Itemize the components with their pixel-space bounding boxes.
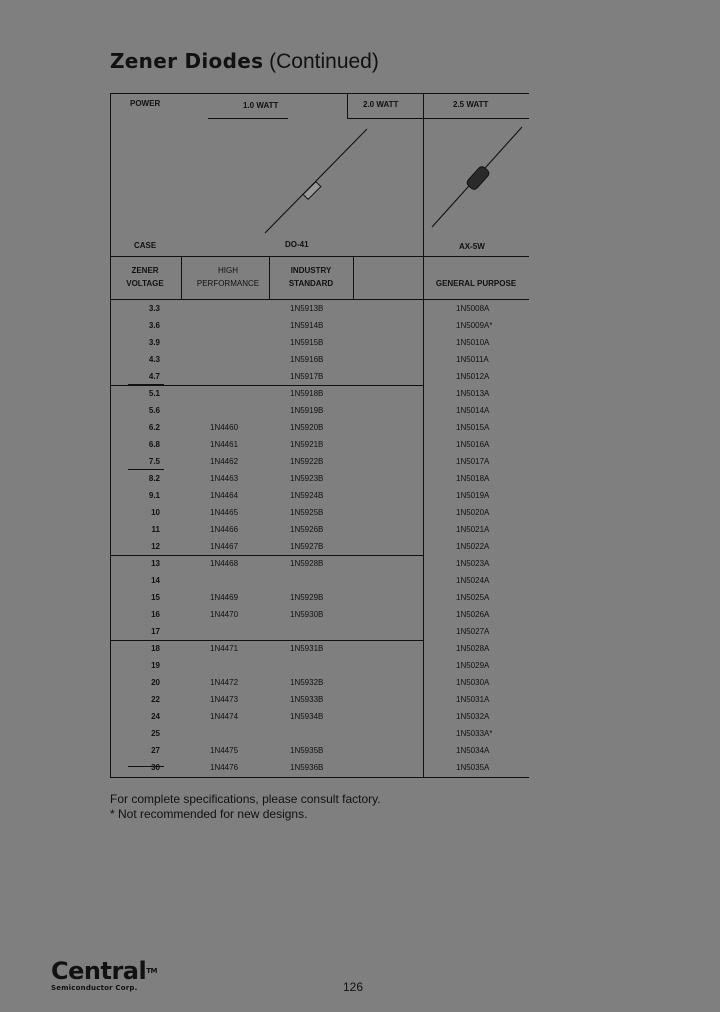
high-performance-part	[210, 725, 260, 742]
industry-standard-part: 1N5934B	[290, 712, 324, 721]
general-purpose-part: 1N5010A	[456, 338, 490, 347]
case-ax5w: AX-5W	[459, 242, 485, 251]
watt-2: 2.0 WATT	[363, 100, 399, 109]
general-purpose-part: 1N5024A	[456, 576, 490, 585]
industry-standard-part	[290, 657, 340, 674]
zener-voltage: 4.3	[148, 355, 160, 364]
high-performance-part: 1N4468	[210, 559, 239, 568]
general-purpose-part: 1N5013A	[456, 389, 490, 398]
zener-voltage: 27	[151, 746, 160, 755]
high-performance-part: 1N4469	[210, 593, 239, 602]
high-performance-part: 1N4473	[210, 695, 239, 704]
industry-standard-part: 1N5917B	[290, 372, 324, 381]
zener-voltage: 6.2	[148, 423, 160, 432]
high-performance-part	[210, 623, 260, 640]
general-purpose-part: 1N5027A	[456, 627, 490, 636]
industry-standard-part	[290, 725, 340, 742]
general-purpose-part: 1N5008A	[456, 304, 490, 313]
high-performance-part: 1N4461	[210, 440, 239, 449]
divider-25w	[423, 93, 424, 778]
page-title	[110, 48, 379, 75]
zener-voltage: 3.9	[148, 338, 160, 347]
divider-2w	[347, 93, 348, 119]
table-bottom-border	[110, 777, 529, 778]
industry-standard-part: 1N5924B	[290, 491, 324, 500]
industry-standard-part: 1N5914B	[290, 321, 324, 330]
title-continued: (Continued)	[269, 50, 379, 73]
col-high-performance: HIGH PERFORMANCE	[196, 266, 260, 288]
industry-standard-part: 1N5931B	[290, 644, 324, 653]
high-performance-part: 1N4474	[210, 712, 239, 721]
industry-standard-part: 1N5916B	[290, 355, 324, 364]
general-purpose-part: 1N5015A	[456, 423, 490, 432]
logo-tm: TM	[146, 967, 157, 975]
general-purpose-part: 1N5023A	[456, 559, 490, 568]
high-performance-part	[210, 572, 260, 589]
general-purpose-part: 1N5018A	[456, 474, 490, 483]
high-performance-part: 1N4467	[210, 542, 239, 551]
logo-subtitle: Semiconductor Corp.	[51, 984, 138, 992]
high-performance-part: 1N4476	[210, 763, 239, 772]
zener-voltage: 6.8	[148, 440, 160, 449]
industry-standard-part: 1N5932B	[290, 678, 324, 687]
zener-voltage: 5.1	[148, 389, 160, 398]
general-purpose-part: 1N5035A	[456, 763, 490, 772]
industry-standard-part: 1N5935B	[290, 746, 324, 755]
general-purpose-part: 1N5012A	[456, 372, 490, 381]
general-purpose-part: 1N5026A	[456, 610, 490, 619]
zener-voltage: 16	[151, 610, 160, 619]
industry-standard-part: 1N5915B	[290, 338, 324, 347]
watt-underline	[347, 118, 529, 119]
general-purpose-part: 1N5016A	[456, 440, 490, 449]
industry-standard-part: 1N5933B	[290, 695, 324, 704]
zener-voltage: 7.5	[148, 457, 160, 466]
zener-voltage: 18	[151, 644, 160, 653]
general-purpose-part: 1N5014A	[456, 406, 490, 415]
power-label: POWER	[130, 99, 161, 108]
industry-standard-part: 1N5930B	[290, 610, 324, 619]
general-purpose-part: 1N5011A	[456, 355, 489, 364]
zener-voltage: 13	[151, 559, 160, 568]
general-purpose-part: 1N5021A	[456, 525, 490, 534]
page-number: 126	[343, 980, 364, 994]
case-divider	[110, 256, 529, 257]
general-purpose-part: 1N5022A	[456, 542, 490, 551]
zener-voltage: 17	[151, 627, 160, 636]
high-performance-part	[210, 657, 260, 674]
general-purpose-part: 1N5031A	[456, 695, 490, 704]
high-performance-part: 1N4464	[210, 491, 239, 500]
general-purpose-part: 1N5025A	[456, 593, 490, 602]
zener-voltage: 3.6	[148, 321, 160, 330]
general-purpose-part: 1N5032A	[456, 712, 490, 721]
watt1-underline	[208, 118, 288, 119]
industry-standard-part: 1N5928B	[290, 559, 324, 568]
central-logo	[51, 958, 157, 993]
industry-standard-part: 1N5919B	[290, 406, 324, 415]
high-performance-part	[210, 368, 260, 385]
high-performance-part	[210, 317, 260, 334]
high-performance-part: 1N4460	[210, 423, 239, 432]
industry-standard-part	[290, 623, 340, 640]
industry-standard-part: 1N5918B	[290, 389, 324, 398]
logo-name: Central	[51, 957, 147, 985]
high-performance-part: 1N4466	[210, 525, 239, 534]
zener-voltage: 11	[151, 525, 160, 534]
zener-voltage: 14	[151, 576, 160, 585]
do41-diode-drawing	[255, 123, 375, 243]
header-divider-c	[353, 256, 354, 300]
industry-standard-part: 1N5921B	[290, 440, 324, 449]
general-purpose-part: 1N5020A	[456, 508, 490, 517]
watt-1: 1.0 WATT	[243, 101, 279, 110]
general-purpose-part: 1N5033A*	[456, 729, 493, 738]
industry-standard-part	[290, 572, 340, 589]
zener-voltage: 19	[151, 661, 160, 670]
zener-voltage: 25	[151, 729, 160, 738]
title-bold: Zener Diodes	[110, 49, 264, 73]
industry-standard-part: 1N5936B	[290, 763, 324, 772]
zener-voltage: 22	[151, 695, 160, 704]
zener-voltage: 15	[151, 593, 160, 602]
high-performance-part: 1N4475	[210, 746, 239, 755]
zener-voltage: 20	[151, 678, 160, 687]
header-divider-b	[269, 256, 270, 300]
industry-standard-part: 1N5913B	[290, 304, 324, 313]
ax5w-diode-drawing	[428, 121, 528, 231]
zener-voltage: 5.6	[148, 406, 160, 415]
zener-voltage: 30	[151, 763, 160, 772]
general-purpose-part: 1N5029A	[456, 661, 490, 670]
general-purpose-part: 1N5019A	[456, 491, 490, 500]
watt-3: 2.5 WATT	[453, 100, 489, 109]
high-performance-part	[210, 402, 260, 419]
industry-standard-part: 1N5922B	[290, 457, 324, 466]
industry-standard-part: 1N5925B	[290, 508, 324, 517]
table-top-border	[110, 93, 529, 94]
high-performance-part: 1N4472	[210, 678, 239, 687]
high-performance-part	[210, 334, 260, 351]
industry-standard-part: 1N5927B	[290, 542, 324, 551]
high-performance-part: 1N4462	[210, 457, 239, 466]
zener-voltage: 12	[151, 542, 160, 551]
high-performance-part: 1N4465	[210, 508, 239, 517]
high-performance-part	[210, 351, 260, 368]
high-performance-part	[210, 385, 260, 402]
industry-standard-part: 1N5926B	[290, 525, 324, 534]
zener-voltage: 24	[151, 712, 160, 721]
zener-voltage: 9.1	[148, 491, 160, 500]
zener-voltage: 3.3	[148, 304, 160, 313]
zener-voltage: 10	[151, 508, 160, 517]
general-purpose-part: 1N5034A	[456, 746, 490, 755]
general-purpose-part: 1N5017A	[456, 457, 490, 466]
zener-table	[110, 93, 529, 778]
high-performance-part: 1N4463	[210, 474, 239, 483]
general-purpose-part: 1N5030A	[456, 678, 490, 687]
col-general-purpose: GENERAL PURPOSE	[435, 279, 517, 288]
industry-standard-part: 1N5923B	[290, 474, 324, 483]
case-do41: DO-41	[285, 240, 309, 249]
industry-standard-part: 1N5920B	[290, 423, 324, 432]
high-performance-part: 1N4471	[210, 644, 239, 653]
footnote-specs: For complete specifications, please consult factory.	[110, 792, 381, 806]
industry-standard-part: 1N5929B	[290, 593, 324, 602]
zener-voltage: 4.7	[148, 372, 160, 381]
high-performance-part	[210, 300, 260, 317]
header-divider-a	[181, 256, 182, 300]
high-performance-part: 1N4470	[210, 610, 239, 619]
case-label: CASE	[134, 241, 157, 250]
zener-voltage: 8.2	[148, 474, 160, 483]
col-zener-voltage: ZENER VOLTAGE	[126, 266, 164, 288]
col-industry-standard: INDUSTRY STANDARD	[288, 266, 334, 288]
general-purpose-part: 1N5028A	[456, 644, 490, 653]
general-purpose-part: 1N5009A*	[456, 321, 493, 330]
footnote-not-recommended: * Not recommended for new designs.	[110, 807, 308, 821]
